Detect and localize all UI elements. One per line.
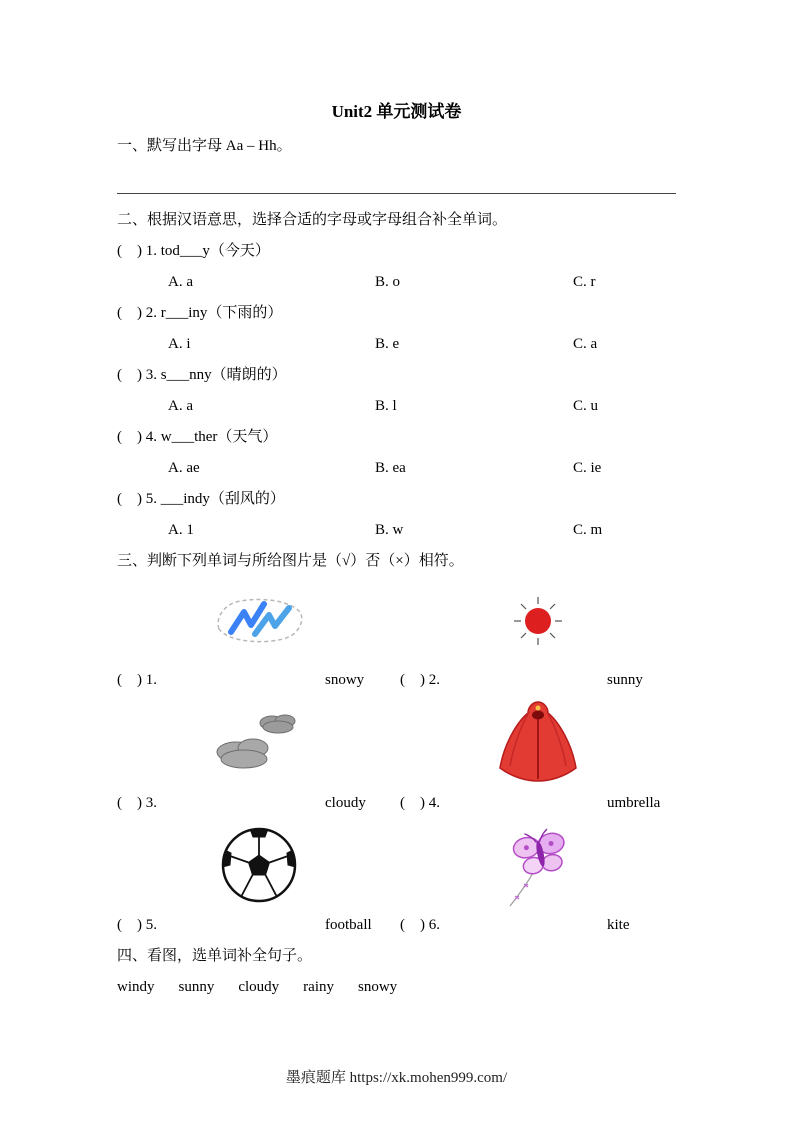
question-image-cell <box>400 819 676 910</box>
page-title: Unit2 单元测试卷 <box>331 102 462 121</box>
judge-word: snowy <box>325 672 365 688</box>
word-bank-item: rainy <box>303 979 334 995</box>
option-b: B. o <box>375 274 401 290</box>
judge-bracket: ( ) 4. <box>400 795 440 811</box>
question-image-cell <box>117 696 400 788</box>
option-b: B. l <box>375 398 397 414</box>
clouds-icon <box>209 710 309 774</box>
image-row <box>117 696 676 788</box>
question-options <box>117 329 676 360</box>
option-b: B. ea <box>375 460 406 476</box>
judge-bracket: ( ) 6. <box>400 917 440 933</box>
question-options <box>117 453 676 484</box>
question-options <box>117 267 676 298</box>
option-b: B. w <box>375 522 404 538</box>
question-image-cell <box>400 696 676 788</box>
question-image-cell <box>400 577 676 665</box>
question-stem: ( ) 2. r___iny（下雨的） <box>117 305 283 321</box>
word-bank-item: windy <box>117 979 155 995</box>
option-c: C. a <box>573 336 598 352</box>
section2 <box>117 205 676 546</box>
judge-word: sunny <box>607 672 643 688</box>
label-row <box>117 910 676 941</box>
option-c: C. u <box>573 398 599 414</box>
judge-word: kite <box>607 917 630 933</box>
judge-word: cloudy <box>325 795 366 811</box>
question-stem: ( ) 4. w___ther（天气） <box>117 429 278 445</box>
question-options <box>117 391 676 422</box>
question-stem: ( ) 5. ___indy（刮风的） <box>117 491 285 507</box>
image-row <box>117 577 676 665</box>
soccer-ball-icon <box>219 825 299 905</box>
judge-word: umbrella <box>607 795 661 811</box>
option-c: C. r <box>573 274 596 290</box>
word-bank-item: cloudy <box>238 979 280 995</box>
question-stem: ( ) 3. s___nny（晴朗的） <box>117 367 287 383</box>
question-image-cell <box>117 577 400 665</box>
section4-heading: 四、看图，选单词补全句子。 <box>117 948 313 964</box>
judge-bracket: ( ) 1. <box>117 672 157 688</box>
option-a: A. a <box>168 398 193 414</box>
judge-word: football <box>325 917 372 933</box>
option-a: A. 1 <box>168 522 194 538</box>
answer-line <box>117 156 676 194</box>
question-options <box>117 515 676 546</box>
question-stem: ( ) 1. tod___y（今天） <box>117 243 270 259</box>
butterfly-kite-icon <box>502 820 574 910</box>
sun-icon <box>511 594 565 648</box>
section3-heading: 三、判断下列单词与所给图片是（√）否（×）相符。 <box>117 553 464 569</box>
option-a: A. a <box>168 274 193 290</box>
option-c: C. ie <box>573 460 602 476</box>
page-footer: 墨痕题库 https://xk.mohen999.com/ <box>285 1070 508 1086</box>
word-bank-item: sunny <box>178 979 215 995</box>
question-image-cell <box>117 819 400 910</box>
option-a: A. i <box>168 336 191 352</box>
word-bank-item: snowy <box>358 979 398 995</box>
image-row <box>117 819 676 910</box>
judge-bracket: ( ) 2. <box>400 672 440 688</box>
judge-bracket: ( ) 5. <box>117 917 157 933</box>
glove-icon <box>211 591 307 651</box>
option-b: B. e <box>375 336 400 352</box>
section2-heading: 二、根据汉语意思，选择合适的字母或字母组合补全单词。 <box>117 212 508 228</box>
section1-heading: 一、默写出字母 Aa – Hh。 <box>117 138 292 154</box>
option-c: C. m <box>573 522 603 538</box>
option-a: A. ae <box>168 460 200 476</box>
label-row <box>117 788 676 819</box>
word-bank <box>117 972 676 1003</box>
raincoat-icon <box>491 696 585 788</box>
label-row <box>117 665 676 696</box>
judge-bracket: ( ) 3. <box>117 795 157 811</box>
